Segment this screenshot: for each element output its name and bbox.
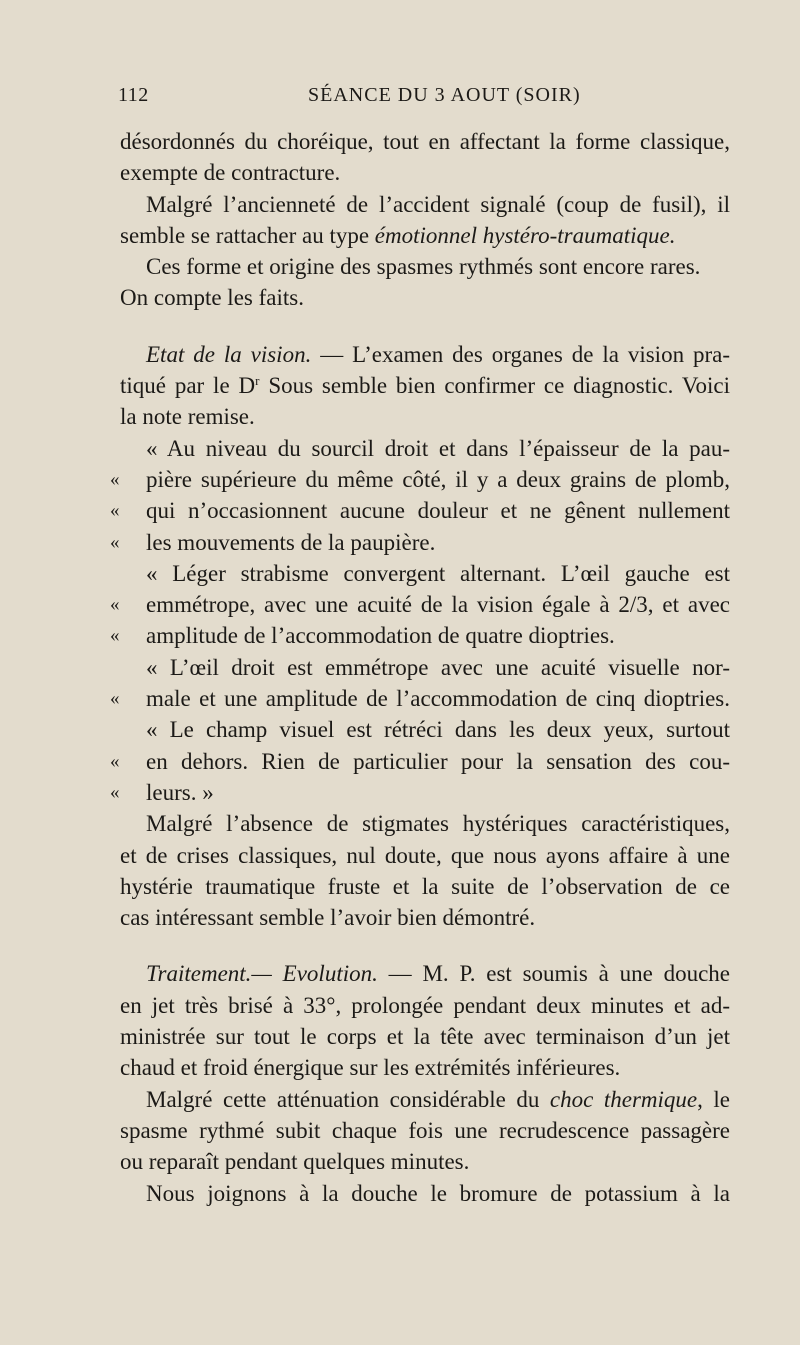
quote-line	[110, 464, 730, 495]
text-span: emmétrope, avec une acuité de la vision égale à 2/3, et avec	[146, 592, 730, 618]
text-line: Ces forme et origine des spasmes rythmés sont encore rares.	[146, 254, 701, 280]
quote-line: « L’œil droit est emmétrope avec une acuité visuelle nor-	[146, 654, 730, 680]
text-span: tiqué par le D	[120, 373, 256, 399]
text-line: ministrée sur tout le corps et la tête avec terminaison d’un jet	[120, 1024, 730, 1050]
quote-mark: «	[110, 468, 120, 490]
italic-term: émotionnel hystéro-traumatique.	[374, 222, 676, 248]
page-number: 112	[118, 84, 149, 106]
quote-line: « Au niveau du sourcil droit et dans l’épaisseur de la pau-	[146, 435, 730, 461]
text-span: pière supérieure du même côté, il y a deux grains de plomb,	[146, 466, 730, 492]
text-line: et de crises classiques, nul doute, que nous ayons affaire à une	[120, 842, 730, 868]
text-line: cas intéressant semble l’avoir bien démontré.	[120, 905, 536, 931]
quote-line	[110, 527, 730, 558]
section-heading-vision: Etat de la vision.	[146, 341, 312, 367]
text-line: chaud et froid énergique sur les extrémités inférieures.	[120, 1055, 621, 1081]
page-header	[118, 84, 728, 118]
quote-mark: «	[110, 625, 120, 647]
quote-mark: «	[110, 781, 120, 803]
quote-line	[110, 777, 730, 808]
text-span: en dehors. Rien de particulier pour la sensation des cou-	[146, 748, 730, 774]
text-span: male et une amplitude de l’accommodation de cinq dioptries.	[146, 686, 730, 712]
text-line: Nous joignons à la douche le bromure de potassium à la	[146, 1180, 730, 1206]
quote-mark: «	[110, 500, 120, 522]
text-span: qui n’occasionnent aucune douleur et ne gênent nullement	[146, 498, 730, 524]
quote-line	[110, 620, 730, 651]
text-line: en jet très brisé à 33°, prolongée pendant deux minutes et ad-	[120, 992, 730, 1018]
text-line: ou reparaît pendant quelques minutes.	[120, 1149, 470, 1175]
text-span: amplitude de l’accommodation de quatre dioptries.	[146, 623, 615, 649]
text-line: exempte de contracture.	[120, 160, 341, 186]
text-line	[120, 1084, 730, 1115]
section-gap	[120, 933, 730, 958]
quote-line: « Le champ visuel est rétréci dans les deux yeux, surtout	[146, 717, 730, 743]
quote-line: « Léger strabisme convergent alternant. L’œil gauche est	[146, 560, 730, 586]
text-span: — M. P. est soumis à une douche	[377, 961, 730, 987]
text-line	[120, 958, 730, 989]
text-line	[120, 220, 730, 251]
text-line: spasme rythmé subit chaque fois une recrudescence passagère	[120, 1117, 730, 1143]
text-span: les mouvements de la paupière.	[146, 529, 436, 555]
text-line: On compte les faits.	[120, 285, 304, 311]
text-span: leurs. »	[146, 779, 214, 805]
section-gap	[120, 314, 730, 339]
quote-mark: «	[110, 688, 120, 710]
quote-mark: «	[110, 750, 120, 772]
text-line: Malgré l’ancienneté de l’accident signalé (coup de fusil), il	[146, 191, 730, 217]
text-line	[120, 339, 730, 370]
section-heading-traitement: Traitement.— Evolution.	[146, 961, 378, 987]
text-span: Sous semble bien confirmer ce diagnostic. Voici	[259, 373, 730, 399]
text-line: Malgré l’absence de stigmates hystériques caractéristiques,	[146, 811, 730, 837]
quote-mark: «	[110, 594, 120, 616]
quote-line	[110, 495, 730, 526]
quote-line	[110, 683, 730, 714]
quote-line	[110, 589, 730, 620]
quote-line	[110, 746, 730, 777]
text-span: , le	[697, 1086, 730, 1112]
text-line: la note remise.	[120, 404, 255, 430]
running-title: SÉANCE DU 3 AOUT (SOIR)	[308, 84, 581, 106]
text-line: hystérie traumatique fruste et la suite de l’observation de ce	[120, 873, 730, 899]
italic-term: choc thermique	[549, 1086, 698, 1112]
text-line: désordonnés du choréique, tout en affectant la forme classique,	[120, 129, 730, 154]
superscript: r	[255, 373, 260, 389]
quote-mark: «	[110, 531, 120, 553]
body-text	[110, 126, 730, 1209]
text-span: Malgré cette atténuation considérable du	[146, 1086, 550, 1112]
text-span: semble se rattacher au type	[120, 222, 375, 248]
text-line	[120, 370, 730, 401]
text-span: — L’examen des organes de la vision pra-	[311, 341, 730, 367]
